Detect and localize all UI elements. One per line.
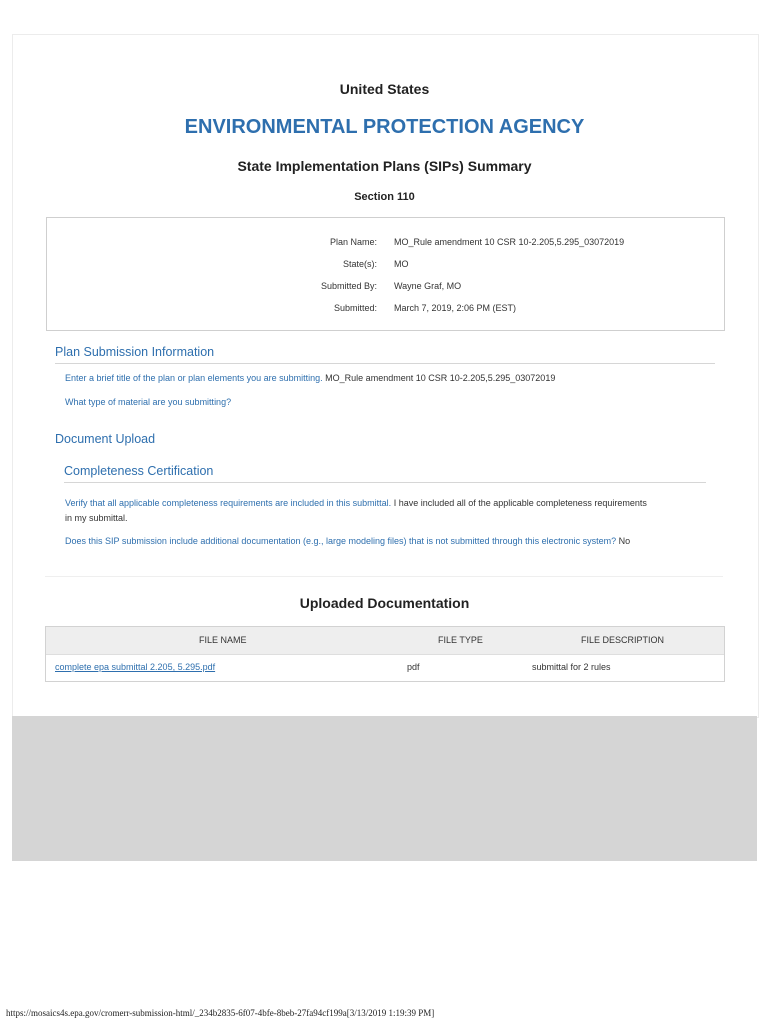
agency-heading: ENVIRONMENTAL PROTECTION AGENCY bbox=[184, 116, 585, 138]
summary-value: MO bbox=[394, 259, 409, 269]
plan-title-question bbox=[65, 371, 725, 386]
column-header-file-type: FILE TYPE bbox=[438, 635, 483, 645]
question-text: Does this SIP submission include additional documentation (e.g., large modeling files) that is not submitted through this electronic system? bbox=[65, 536, 617, 546]
page-footer-band bbox=[12, 716, 757, 861]
summary-label: State(s): bbox=[342, 259, 377, 269]
question-text: Enter a brief title of the plan or plan elements you are submitting. bbox=[65, 373, 323, 383]
file-description-cell: submittal for 2 rules bbox=[532, 662, 611, 672]
answer-text: I have included all of the applicable completeness requirements bbox=[393, 498, 647, 508]
document-upload-heading: Document Upload bbox=[55, 432, 156, 446]
file-type-cell: pdf bbox=[407, 662, 420, 672]
completeness-question bbox=[65, 496, 720, 526]
country-heading: United States bbox=[339, 81, 430, 97]
summary-label: Submitted: bbox=[333, 303, 377, 313]
summary-value: Wayne Graf, MO bbox=[394, 281, 462, 291]
uploaded-files-table bbox=[45, 626, 725, 682]
summary-value: March 7, 2019, 2:06 PM (EST) bbox=[394, 303, 517, 313]
source-url-footer: https://mosaics4s.epa.gov/cromerr-submission-html/_234b2835-6f07-4bfe-8beb-27fa94cf199a[3/13/2019 1:19:39 PM] bbox=[6, 1008, 435, 1018]
question-text: Verify that all applicable completeness requirements are included in this submittal. bbox=[65, 498, 392, 508]
answer-text: No bbox=[618, 536, 631, 546]
plan-summary-box bbox=[46, 217, 725, 331]
material-type-question: What type of material are you submitting? bbox=[65, 397, 232, 407]
answer-text: MO_Rule amendment 10 CSR 10-2.205,5.295_03072019 bbox=[325, 373, 556, 383]
answer-text-continued: in my submittal. bbox=[65, 513, 128, 523]
subsection-divider bbox=[64, 482, 706, 483]
summary-value: MO_Rule amendment 10 CSR 10-2.205,5.295_03072019 bbox=[394, 237, 625, 247]
table-header-row bbox=[46, 627, 724, 655]
column-header-file-name: FILE NAME bbox=[199, 635, 247, 645]
summary-label: Plan Name: bbox=[329, 237, 377, 247]
section-divider bbox=[45, 576, 723, 577]
plan-submission-heading: Plan Submission Information bbox=[55, 345, 215, 359]
section-divider bbox=[55, 363, 715, 364]
section-label: Section 110 bbox=[354, 191, 415, 203]
column-header-file-description: FILE DESCRIPTION bbox=[581, 635, 665, 645]
additional-docs-question bbox=[65, 534, 735, 549]
page-title: State Implementation Plans (SIPs) Summary bbox=[237, 158, 532, 174]
file-name-link[interactable]: complete epa submittal 2.205, 5.295.pdf bbox=[55, 662, 216, 672]
summary-label: Submitted By: bbox=[320, 281, 377, 291]
completeness-heading: Completeness Certification bbox=[64, 464, 214, 478]
uploaded-documentation-heading: Uploaded Documentation bbox=[299, 595, 470, 611]
